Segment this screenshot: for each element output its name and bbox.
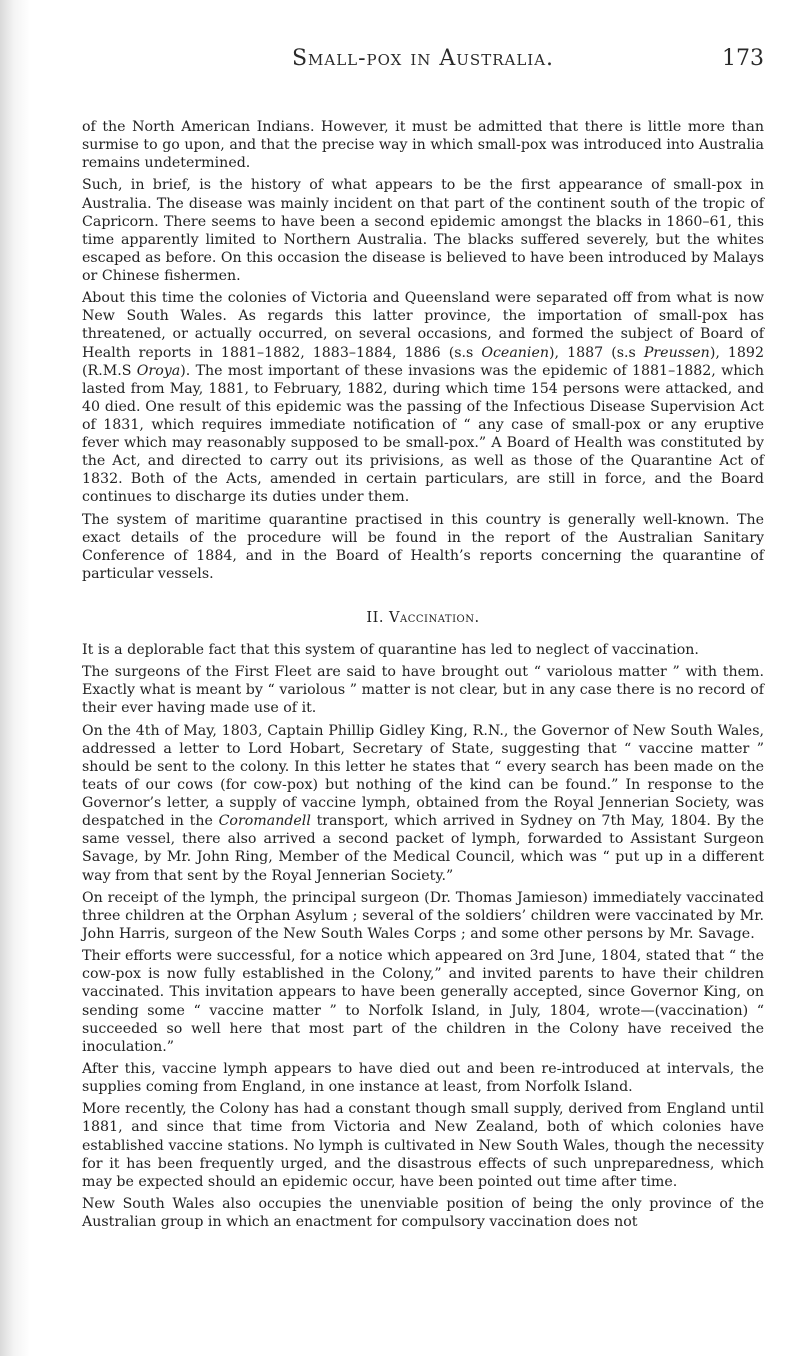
paragraph <box>82 1060 764 1096</box>
paragraph-text: The surgeons of the First Fleet are said to have brought out “ variolous matter ” with them. Exactly what is meant by “ variolous ” matter is not clear, but in any case there is no record of their ever having made use of it. <box>82 664 764 717</box>
running-title: Small-pox in Australia. <box>291 46 555 71</box>
ship-name: Oroya <box>136 362 181 379</box>
page-number: 173 <box>722 46 764 71</box>
paragraph <box>82 889 764 943</box>
paragraph-text: On receipt of the lymph, the principal surgeon (Dr. Thomas Jamieson) immediately vaccinated three children at the Orphan Asylum ; several of the soldiers’ children were vaccinated by Mr. John Harris, surgeon of the New South Wales Corps ; and some other persons by Mr. Savage. <box>82 889 764 942</box>
paragraph-text: Their efforts were successful, for a notice which appeared on 3rd June, 1804, stated that “ the cow-pox is now fully established in the Colony,” and invited parents to have their children vaccinated. This invitation appears to have been generally accepted, since Governor King, on sending some “ vaccine matter ” to Norfolk Island, in July, 1804, wrote—(vaccination) “ succeeded so well here that most part of the children in the Colony have received the inoculation.” <box>82 948 764 1055</box>
paragraph-text: About this time the colonies of Victoria and Queensland were separated off from what is now New South Wales. As regards this latter province, the importation of small-pox has threatened, or actually occurred, on several occasions, and formed the subject of Board of Health reports in 1881–1882, 1883–1884, 1886 (s.s <box>82 290 764 361</box>
paragraph <box>82 511 764 583</box>
paragraph <box>82 722 764 885</box>
paragraph-text: New South Wales also occupies the unenviable position of being the only province of the Australian group in which an enactment for compulsory vaccination does not <box>82 1196 764 1231</box>
paragraph <box>82 289 764 506</box>
paragraph-text: On the 4th of May, 1803, Captain Phillip Gidley King, R.N., the Governor of New South Wales, addressed a letter to Lord Hobart, Secretary of State, suggesting that “ vaccine matter ” should be sent to the colony. In this letter he states that “ every search has been made on the teats of our cows (for cow-pox) but nothing of the kind can be found.” In response to the Governor’s letter, a supply of vaccine lymph, obtained from the Royal Jennerian Society, was despatched in the <box>82 722 764 830</box>
paragraph <box>82 176 764 285</box>
paragraph-text: ), 1892 (R.M.S <box>82 344 764 379</box>
ship-name: Oceanien <box>481 344 549 361</box>
ship-name: Coromandell <box>218 813 311 830</box>
paragraph-text: After this, vaccine lymph appears to have died out and been re-introduced at intervals, the supplies coming from England, in one instance at least, from Norfolk Island. <box>82 1061 764 1096</box>
paragraph <box>82 1100 764 1190</box>
page-header <box>82 46 764 86</box>
paragraph-text: ), 1887 (s.s <box>549 344 644 361</box>
paragraph <box>82 663 764 717</box>
paragraph-text: It is a deplorable fact that this system of quarantine has led to neglect of vaccination. <box>82 642 699 658</box>
paragraph <box>82 947 764 1056</box>
ship-name: Preussen <box>643 344 710 361</box>
paragraph <box>82 1195 764 1231</box>
paragraph-text: of the North American Indians. However, it must be admitted that there is little more than surmise to go upon, and that the precise way in which small-pox was introduced into Australia remains undetermined. <box>82 119 764 172</box>
paragraph-text: More recently, the Colony has had a constant though small supply, derived from England until 1881, and since that time from Victoria and New Zealand, both of which colonies have established vaccine stations. No lymph is cultivated in New South Wales, though the necessity for it has been frequently urged, and the disastrous effects of such unpreparedness, which may be expected should an epidemic occur, have been pointed out time after time. <box>82 1101 764 1190</box>
paragraph <box>82 641 764 659</box>
paragraph-text: Such, in brief, is the history of what appears to be the first appearance of small-pox in Australia. The disease was mainly incident on that part of the continent south of the tropic of Capricorn. There seems to have been a second epidemic amongst the blacks in 1860–61, this time apparently limited to Northern Australia. The blacks suffered severely, but the whites escaped as before. On this occasion the disease is believed to have been introduced by Malays or Chinese fishermen. <box>82 177 764 284</box>
paragraph <box>82 118 764 172</box>
page-body <box>82 118 764 1235</box>
paragraph-text: The system of maritime quarantine practised in this country is generally well-known. The exact details of the procedure will be found in the report of the Australian Sanitary Conference of 1884, and in the Board of Health’s reports concerning the quarantine of particular vessels. <box>82 511 764 582</box>
paragraph-text: ). The most important of these invasions was the epidemic of 1881–1882, which lasted from May, 1881, to February, 1882, during which time 154 persons were attacked, and 40 died. One result of this epidemic was the passing of the Infectious Disease Supervision Act of 1831, which requires immediate notification of “ any case of small-pox or any eruptive fever which may reasonably supposed to be small-pox.” A Board of Health was constituted by the Act, and directed to carry out its privisions, as well as those of the Quarantine Act of 1832. Both of the Acts, amended in certain particulars, are still in force, and the Board continues to discharge its duties under them. <box>82 362 764 506</box>
section-heading: II. Vaccination. <box>366 609 480 626</box>
paragraph-text: transport, which arrived in Sydney on 7th May, 1804. By the same vessel, there also arrived a second packet of lymph, forwarded to Assistant Surgeon Savage, by Mr. John Ring, Member of the Medical Council, which was “ put up in a different way from that sent by the Royal Jennerian Society.” <box>82 813 764 884</box>
